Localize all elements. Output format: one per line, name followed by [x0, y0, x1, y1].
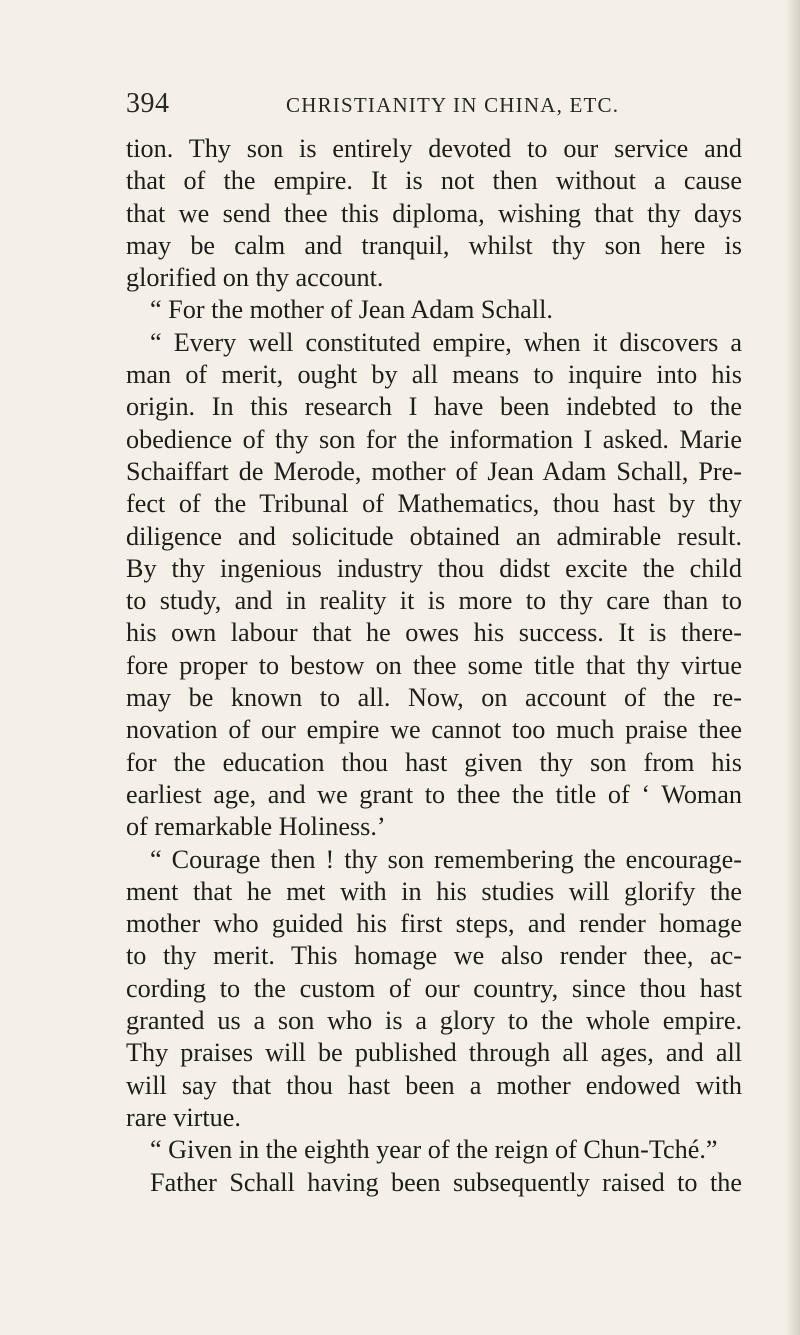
text-line: earliest age, and we grant to thee the title of ‘ Woman: [126, 779, 742, 809]
text-line: diligence and solicitude obtained an admirable result.: [126, 521, 742, 551]
text-line: “ Every well constituted empire, when it discovers a: [150, 327, 742, 357]
text-line: fect of the Tribunal of Mathematics, thou hast by thy: [126, 489, 742, 519]
page-number: 394: [126, 88, 170, 119]
text-line: cording to the custom of our country, since thou hast: [126, 973, 742, 1003]
text-line: origin. In this research I have been indebted to the: [126, 392, 742, 422]
text-line: rare virtue.: [126, 1102, 241, 1132]
text-line: to study, and in reality it is more to thy care than to: [126, 586, 742, 616]
body-text: [126, 133, 742, 1199]
text-line: mother who guided his first steps, and render homage: [126, 909, 742, 939]
text-line: man of merit, ought by all means to inquire into his: [126, 360, 742, 390]
text-line: novation of our empire we cannot too much praise thee: [126, 715, 742, 745]
text-line: that of the empire. It is not then without a cause: [126, 166, 742, 196]
text-line: “ Courage then ! thy son remembering the encourage-: [150, 844, 742, 874]
text-line: By thy ingenious industry thou didst excite the child: [126, 553, 742, 583]
text-line: tion. Thy son is entirely devoted to our service and: [126, 134, 742, 163]
text-line: ment that he met with in his studies will glorify the: [126, 876, 742, 906]
text-line: fore proper to bestow on thee some title that thy virtue: [126, 650, 742, 680]
text-line: may be calm and tranquil, whilst thy son here is: [126, 230, 742, 260]
text-line: Schaiffart de Merode, mother of Jean Adam Schall, Pre-: [126, 456, 742, 486]
running-head: CHRISTIANITY IN CHINA, ETC.: [286, 93, 620, 117]
text-line: glorified on thy account.: [126, 263, 384, 293]
text-line: obedience of thy son for the information I asked. Marie: [126, 424, 742, 454]
text-line: will say that thou hast been a mother endowed with: [126, 1070, 742, 1100]
text-line: to thy merit. This homage we also render thee, ac-: [126, 941, 742, 971]
text-line: “ Given in the eighth year of the reign of Chun-Tché.”: [150, 1135, 718, 1165]
text-line: “ For the mother of Jean Adam Schall.: [150, 295, 553, 325]
text-line: his own labour that he owes his success. It is there-: [126, 618, 742, 648]
text-line: for the education thou hast given thy son from his: [126, 747, 742, 777]
page-header: [126, 88, 746, 128]
text-line: Thy praises will be published through all ages, and all: [126, 1038, 742, 1068]
text-line: of remarkable Holiness.’: [126, 812, 386, 842]
text-line: that we send thee this diploma, wishing that thy days: [126, 198, 742, 228]
text-line: Father Schall having been subsequently raised to the: [150, 1167, 742, 1197]
text-line: granted us a son who is a glory to the whole empire.: [126, 1006, 742, 1036]
text-line: may be known to all. Now, on account of the re-: [126, 683, 742, 713]
page-edge-shadow: [786, 0, 800, 1335]
